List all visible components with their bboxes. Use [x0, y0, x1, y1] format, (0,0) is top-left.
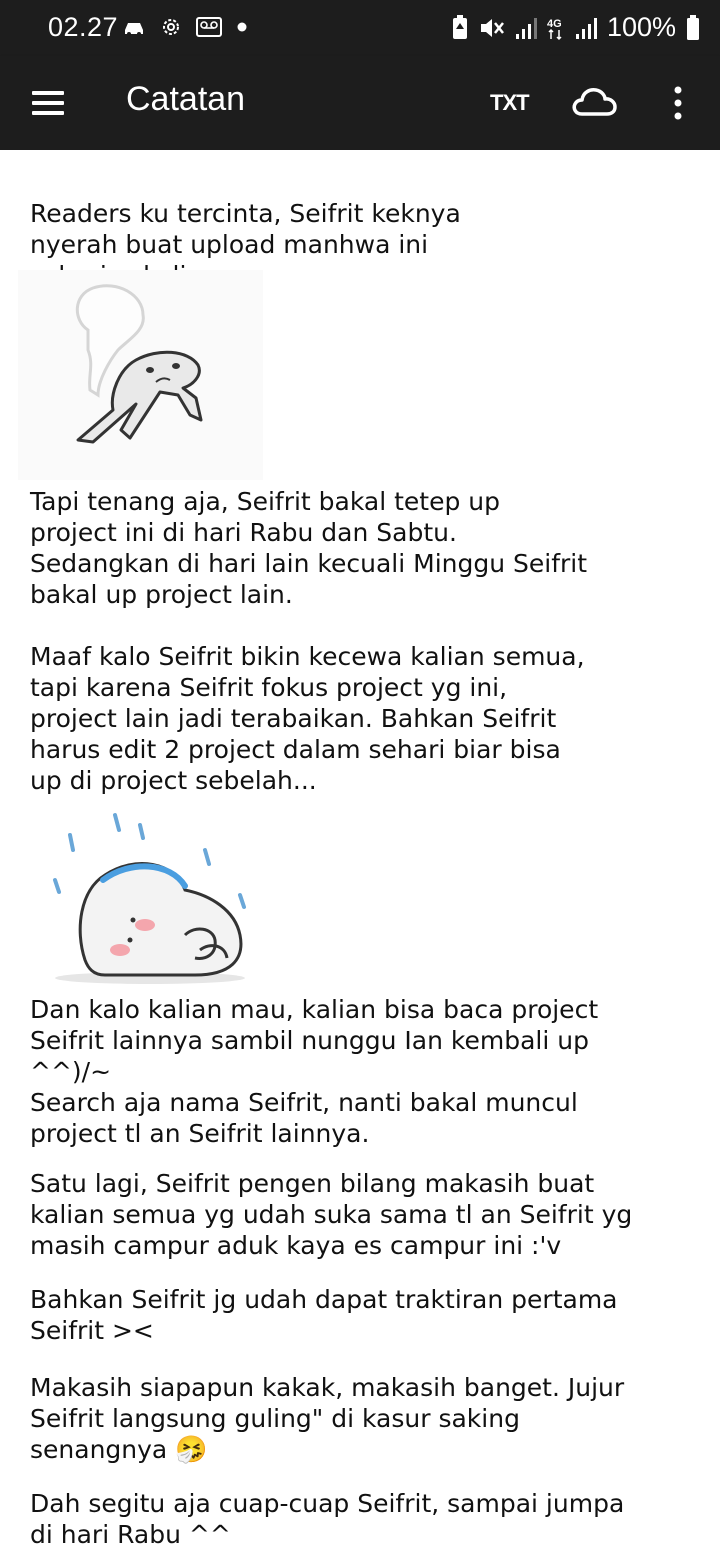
app-bar: [0, 56, 720, 150]
sneezing-face-emoji-icon: 🤧: [175, 1435, 208, 1465]
note-paragraph: Bahkan Seifrit jg udah dapat traktiran pertama Seifrit ><: [30, 1285, 618, 1345]
svg-text:4G: 4G: [546, 17, 562, 30]
note-content[interactable]: [0, 150, 720, 1560]
note-paragraph: Satu lagi, Seifrit pengen bilang makasih buat kalian semua yg udah suka sama tl an Seifrit yg masih campur aduk kaya es campur ini :'v: [30, 1169, 633, 1260]
sticker-tired-blob-image: [45, 810, 260, 985]
app-title: Catatan: [126, 80, 246, 118]
note-paragraph-text: Makasih siapapun kakak, makasih banget. Jujur Seifrit langsung guling" di kasur saking senangnya: [30, 1373, 625, 1464]
4g-icon: [547, 15, 565, 41]
status-bar: [0, 0, 720, 56]
note-paragraph: Tapi tenang aja, Seifrit bakal tetep up project ini di hari Rabu dan Sabtu. Sedangkan di hari lain kecuali Minggu Seifrit bakal up project lain.: [30, 487, 588, 609]
battery-icon: [686, 15, 700, 41]
battery-saver-icon: [451, 15, 469, 41]
voicemail-icon: [196, 16, 222, 38]
car-icon: [122, 18, 146, 36]
txt-export-button[interactable]: TXT: [490, 90, 529, 115]
note-paragraph: Maaf kalo Seifrit bikin kecewa kalian semua, tapi karena Seifrit fokus project yg ini, project lain jadi terabaikan. Bahkan Seifrit harus edit 2 project dalam sehari biar bisa up di project sebelah...: [30, 642, 585, 795]
cloud-sync-icon[interactable]: [570, 82, 618, 122]
note-paragraph: Dan kalo kalian mau, kalian bisa baca project Seifrit lainnya sambil nunggu Ian kembali up ^^)/~ Search aja nama Seifrit, nanti bakal muncul project tl an Seifrit lainnya.: [30, 995, 599, 1148]
mute-icon: [479, 16, 505, 40]
note-paragraph: Dah segitu aja cuap-cuap Seifrit, sampai jumpa di hari Rabu ^^: [30, 1489, 625, 1549]
note-paragraph: Readers ku tercinta, Seifrit keknya nyerah buat upload manhwa ini: [30, 199, 461, 259]
settings-icon: [160, 16, 182, 38]
signal-icon: [575, 16, 597, 40]
menu-button[interactable]: [30, 84, 68, 122]
note-paragraph-with-emoji: [30, 1372, 690, 1466]
signal-icon: [515, 16, 537, 40]
sticker-ghost-image: [18, 270, 263, 480]
more-options-icon[interactable]: [664, 82, 692, 126]
status-time: 02.27: [48, 12, 119, 42]
dot-icon: [236, 21, 248, 33]
battery-percentage: 100%: [606, 12, 676, 42]
